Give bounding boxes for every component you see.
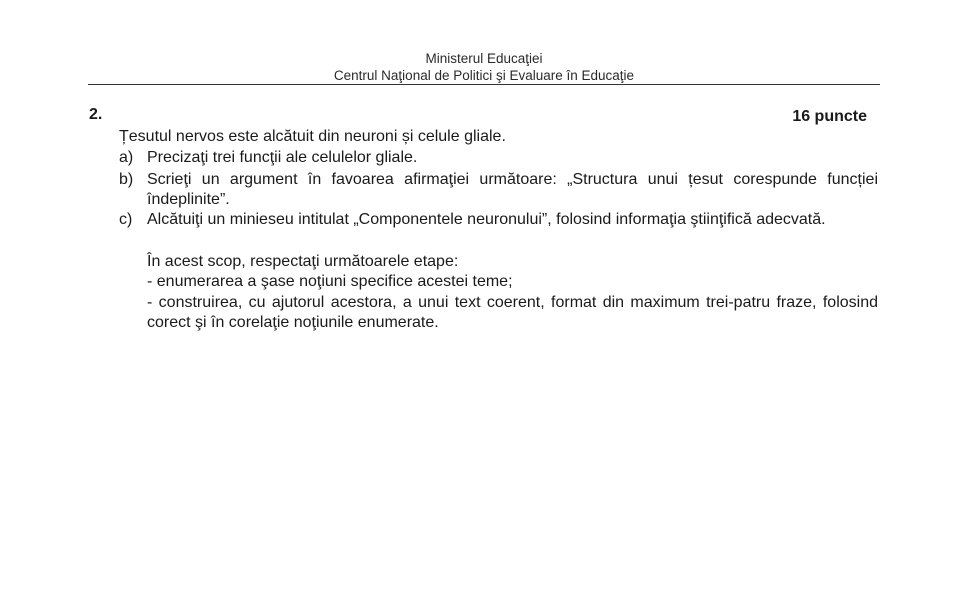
instruction-step-1: - enumerarea a şase noţiuni specifice acestei teme; — [147, 273, 513, 290]
item-marker: c) — [119, 211, 133, 228]
question-points: 16 puncte — [792, 108, 867, 125]
item-text: Scrieţi un argument în favoarea afirmaţiei următoare: „Structura unui țesut corespunde funcției îndeplinite”. — [147, 171, 878, 208]
question-item-a — [119, 148, 878, 168]
header-divider — [88, 84, 880, 85]
item-text: Alcătuiţi un minieseu intitulat „Componentele neuronului”, folosind informaţia ştiinţifică adecvată. — [147, 211, 826, 228]
question-number: 2. — [89, 106, 103, 123]
ministry-name: Ministerul Educaţiei — [425, 51, 543, 66]
question-item-b — [119, 170, 878, 210]
item-marker: a) — [119, 149, 134, 166]
center-name: Centrul Naţional de Politici şi Evaluare în Educaţie — [333, 68, 635, 83]
item-marker: b) — [119, 171, 134, 188]
instructions-intro: În acest scop, respectaţi următoarele etape: — [147, 253, 459, 270]
instruction-step-2: - construirea, cu ajutorul acestora, a unui text coerent, format din maximum trei-patru fraze, folosind corect şi în corelaţie noţiunile enumerate. — [147, 294, 878, 331]
document-header — [88, 50, 880, 84]
question-item-c — [119, 210, 878, 230]
item-text: Precizaţi trei funcţii ale celulelor gliale. — [147, 149, 418, 166]
question-intro: Țesutul nervos este alcătuit din neuroni și celule gliale. — [119, 128, 506, 145]
